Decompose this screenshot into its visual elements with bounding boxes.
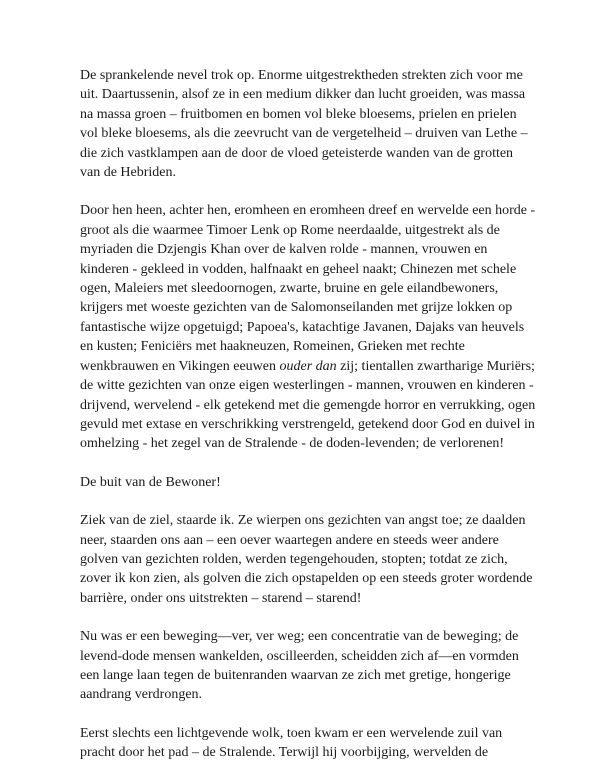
paragraph-2-italic-phrase: ouder dan — [279, 358, 337, 374]
paragraph-5: Nu was er een beweging—ver, ver weg; een concentratie van de beweging; de levend-dode mensen wankelden, oscilleerden, scheidden zich af—en vormden een lange laan tegen de buitenranden waarvan ze zich met gretige, hongerige aandrang verdrongen. — [80, 629, 519, 703]
paragraph-2-text-start: Door hen heen, achter hen, eromheen en eromheen dreef en wervelde een horde - groot als die waarmee Timoer Lenk op Rome neerdaalde, uitgestrekt als de myriaden die Dzjengis Khan over de kalven rolde - mannen, vrouwen en kinderen - gekleed in vodden, halfnaakt en geheel naakt; Chinezen met schele ogen, Maleiers met sleedoornogen, zwarte, bruine en gele eilandbewoners, krijgers met woeste gezichten van de Salomonseilanden met grijze lokken op fantastische wijze opgetuigd; Papoea's, katachtige Javanen, Dajaks van heuvels en kusten; Feniciërs met haakneuzen, Romeinen, Grieken met rechte wenkbrauwen en Vikingen eeuwen — [80, 203, 536, 374]
paragraph-6: Eerst slechts een lichtgevende wolk, toen kwam er een wervelende zuil van pracht door het pad – de Stralende. Terwijl hij voorbijging, wervelden de — [80, 725, 503, 761]
paragraph-3: De buit van de Bewoner! — [80, 474, 221, 490]
document-page — [80, 66, 536, 782]
paragraph-1: De sprankelende nevel trok op. Enorme uitgestrektheden strekten zich voor me uit. Daartussenin, alsof ze in een medium dikker dan lucht groeiden, was massa na massa groen – fruitbomen en bomen vol bleke bloesems, prielen en prielen vol bleke bloesems, als die zeevrucht van de vergetelheid – druiven van Lethe – die zich vastklampen aan de door de vloed geteisterde wanden van de grotten van de Hebriden. — [80, 68, 528, 181]
paragraph-2-text-end: zij; tientallen zwartharige Muriërs; de witte gezichten van onze eigen westerlingen - mannen, vrouwen en kinderen - drijvend, wervelend - elk getekend met die gemengde horror en verrukking, ogen gevuld met extase en verschrikking verstrengeld, getekend door God en duivel in omhelzing - het zegel van de Stralende - de doden-levenden; de verlorenen! — [80, 358, 536, 452]
paragraph-2 — [80, 201, 536, 453]
paragraph-4: Ziek van de ziel, staarde ik. Ze wierpen ons gezichten van angst toe; ze daalden neer, staarden ons aan – een oever waartegen andere en steeds weer andere golven van gezichten rolden, werden tegengehouden, stopten; totdat ze zich, zover ik kon zien, als golven die zich opstapelden op een steeds groter wordende barrière, onder ons uitstrekten – starend – starend! — [80, 513, 533, 606]
